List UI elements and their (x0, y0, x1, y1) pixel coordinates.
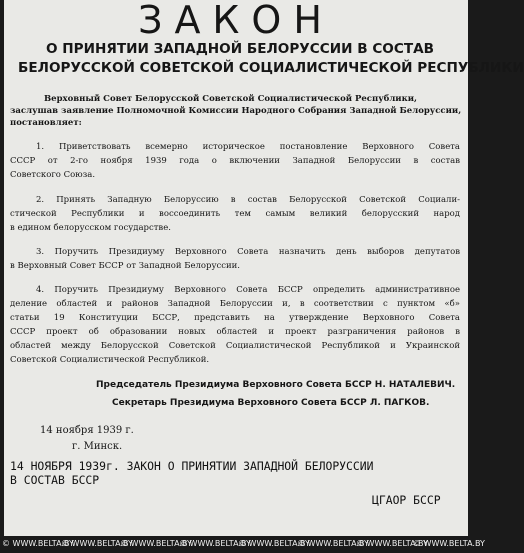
watermark-text: © WWW.BELTA.BY (61, 539, 133, 548)
archive-caption-line-2: В СОСТАВ БССР (10, 473, 100, 487)
document-title: ЗАКОН (138, 0, 334, 42)
watermark-text: © WWW.BELTA.BY (238, 539, 310, 548)
preamble-line-2: заслушав заявление Полномочной Комиссии Народного Собрания Западной Белоруссии, (10, 106, 462, 116)
watermark-text: © WWW.BELTA.BY (413, 539, 485, 548)
item-3-line-2: в Верховный Совет БССР от Западной Белоруссии. (10, 261, 241, 271)
item-4-line-1: 4. Поручить Президиуму Верховного Совета БССР определить административное (36, 285, 460, 295)
item-1-line-3: Советского Союза. (10, 170, 96, 180)
document-sheet (4, 0, 524, 536)
item-1-line-2: СССР от 2-го ноября 1939 года о включении Западной Белоруссии в состав (10, 156, 460, 166)
item-2-line-3: в едином белорусском государстве. (10, 223, 171, 233)
signature-secretary: Секретарь Президиума Верховного Совета БССР Л. ПАГКОВ. (112, 398, 430, 408)
watermark-text: © WWW.BELTA.BY (2, 539, 74, 548)
item-1-line-1: 1. Приветствовать всемерно историческое постановление Верховного Совета (36, 142, 460, 152)
preamble-line-1: Верховный Совет Белорусской Советской Социалистической Республики, (44, 94, 418, 104)
item-2-line-1: 2. Принять Западную Белоруссию в состав Белорусской Советской Социали- (36, 195, 460, 205)
item-4-line-6: Советской Социалистической Республикой. (10, 355, 210, 365)
item-4-line-2: деление областей и районов Западной Белоруссии и, в соответствии с пунктом «б» (10, 299, 460, 309)
archive-caption-line-1: 14 НОЯБРЯ 1939г. ЗАКОН О ПРИНЯТИИ ЗАПАДНОЙ БЕЛОРУССИИ (10, 459, 374, 473)
watermark-text: © WWW.BELTA.BY (297, 539, 369, 548)
item-4-line-5: областей между Белорусской Советской Социалистической Республикой и Украинской (10, 341, 460, 351)
watermark-footer (0, 536, 485, 553)
document-place: г. Минск. (72, 441, 123, 452)
document-headline-line-1: О ПРИНЯТИИ ЗАПАДНОЙ БЕЛОРУССИИ В СОСТАВ (46, 41, 434, 57)
archive-source: ЦГАОР БССР (372, 493, 441, 507)
document-date: 14 ноября 1939 г. (40, 425, 134, 436)
preamble-line-3: постановляет: (10, 118, 82, 128)
watermark-text: © WWW.BELTA.BY (120, 539, 192, 548)
item-4-line-3: статьи 19 Конституции БССР, представить на утверждение Верховного Совета (10, 313, 460, 323)
document-headline-line-2: БЕЛОРУССКОЙ СОВЕТСКОЙ СОЦИАЛИСТИЧЕСКОЙ РЕСПУБЛИКИ (18, 60, 524, 76)
signature-chairman: Председатель Президиума Верховного Совета БССР Н. НАТАЛЕВИЧ. (96, 380, 456, 390)
watermark-text: © WWW.BELTA.BY (356, 539, 428, 548)
watermark-text: © WWW.BELTA.BY (179, 539, 251, 548)
item-3-line-1: 3. Поручить Президиуму Верховного Совета назначить день выборов депутатов (36, 247, 460, 257)
item-2-line-2: стической Республики и воссоединить тем самым великий белорусский народ (10, 209, 460, 219)
item-4-line-4: СССР проект об образовании новых областей и проект разграничения районов в (10, 327, 460, 337)
